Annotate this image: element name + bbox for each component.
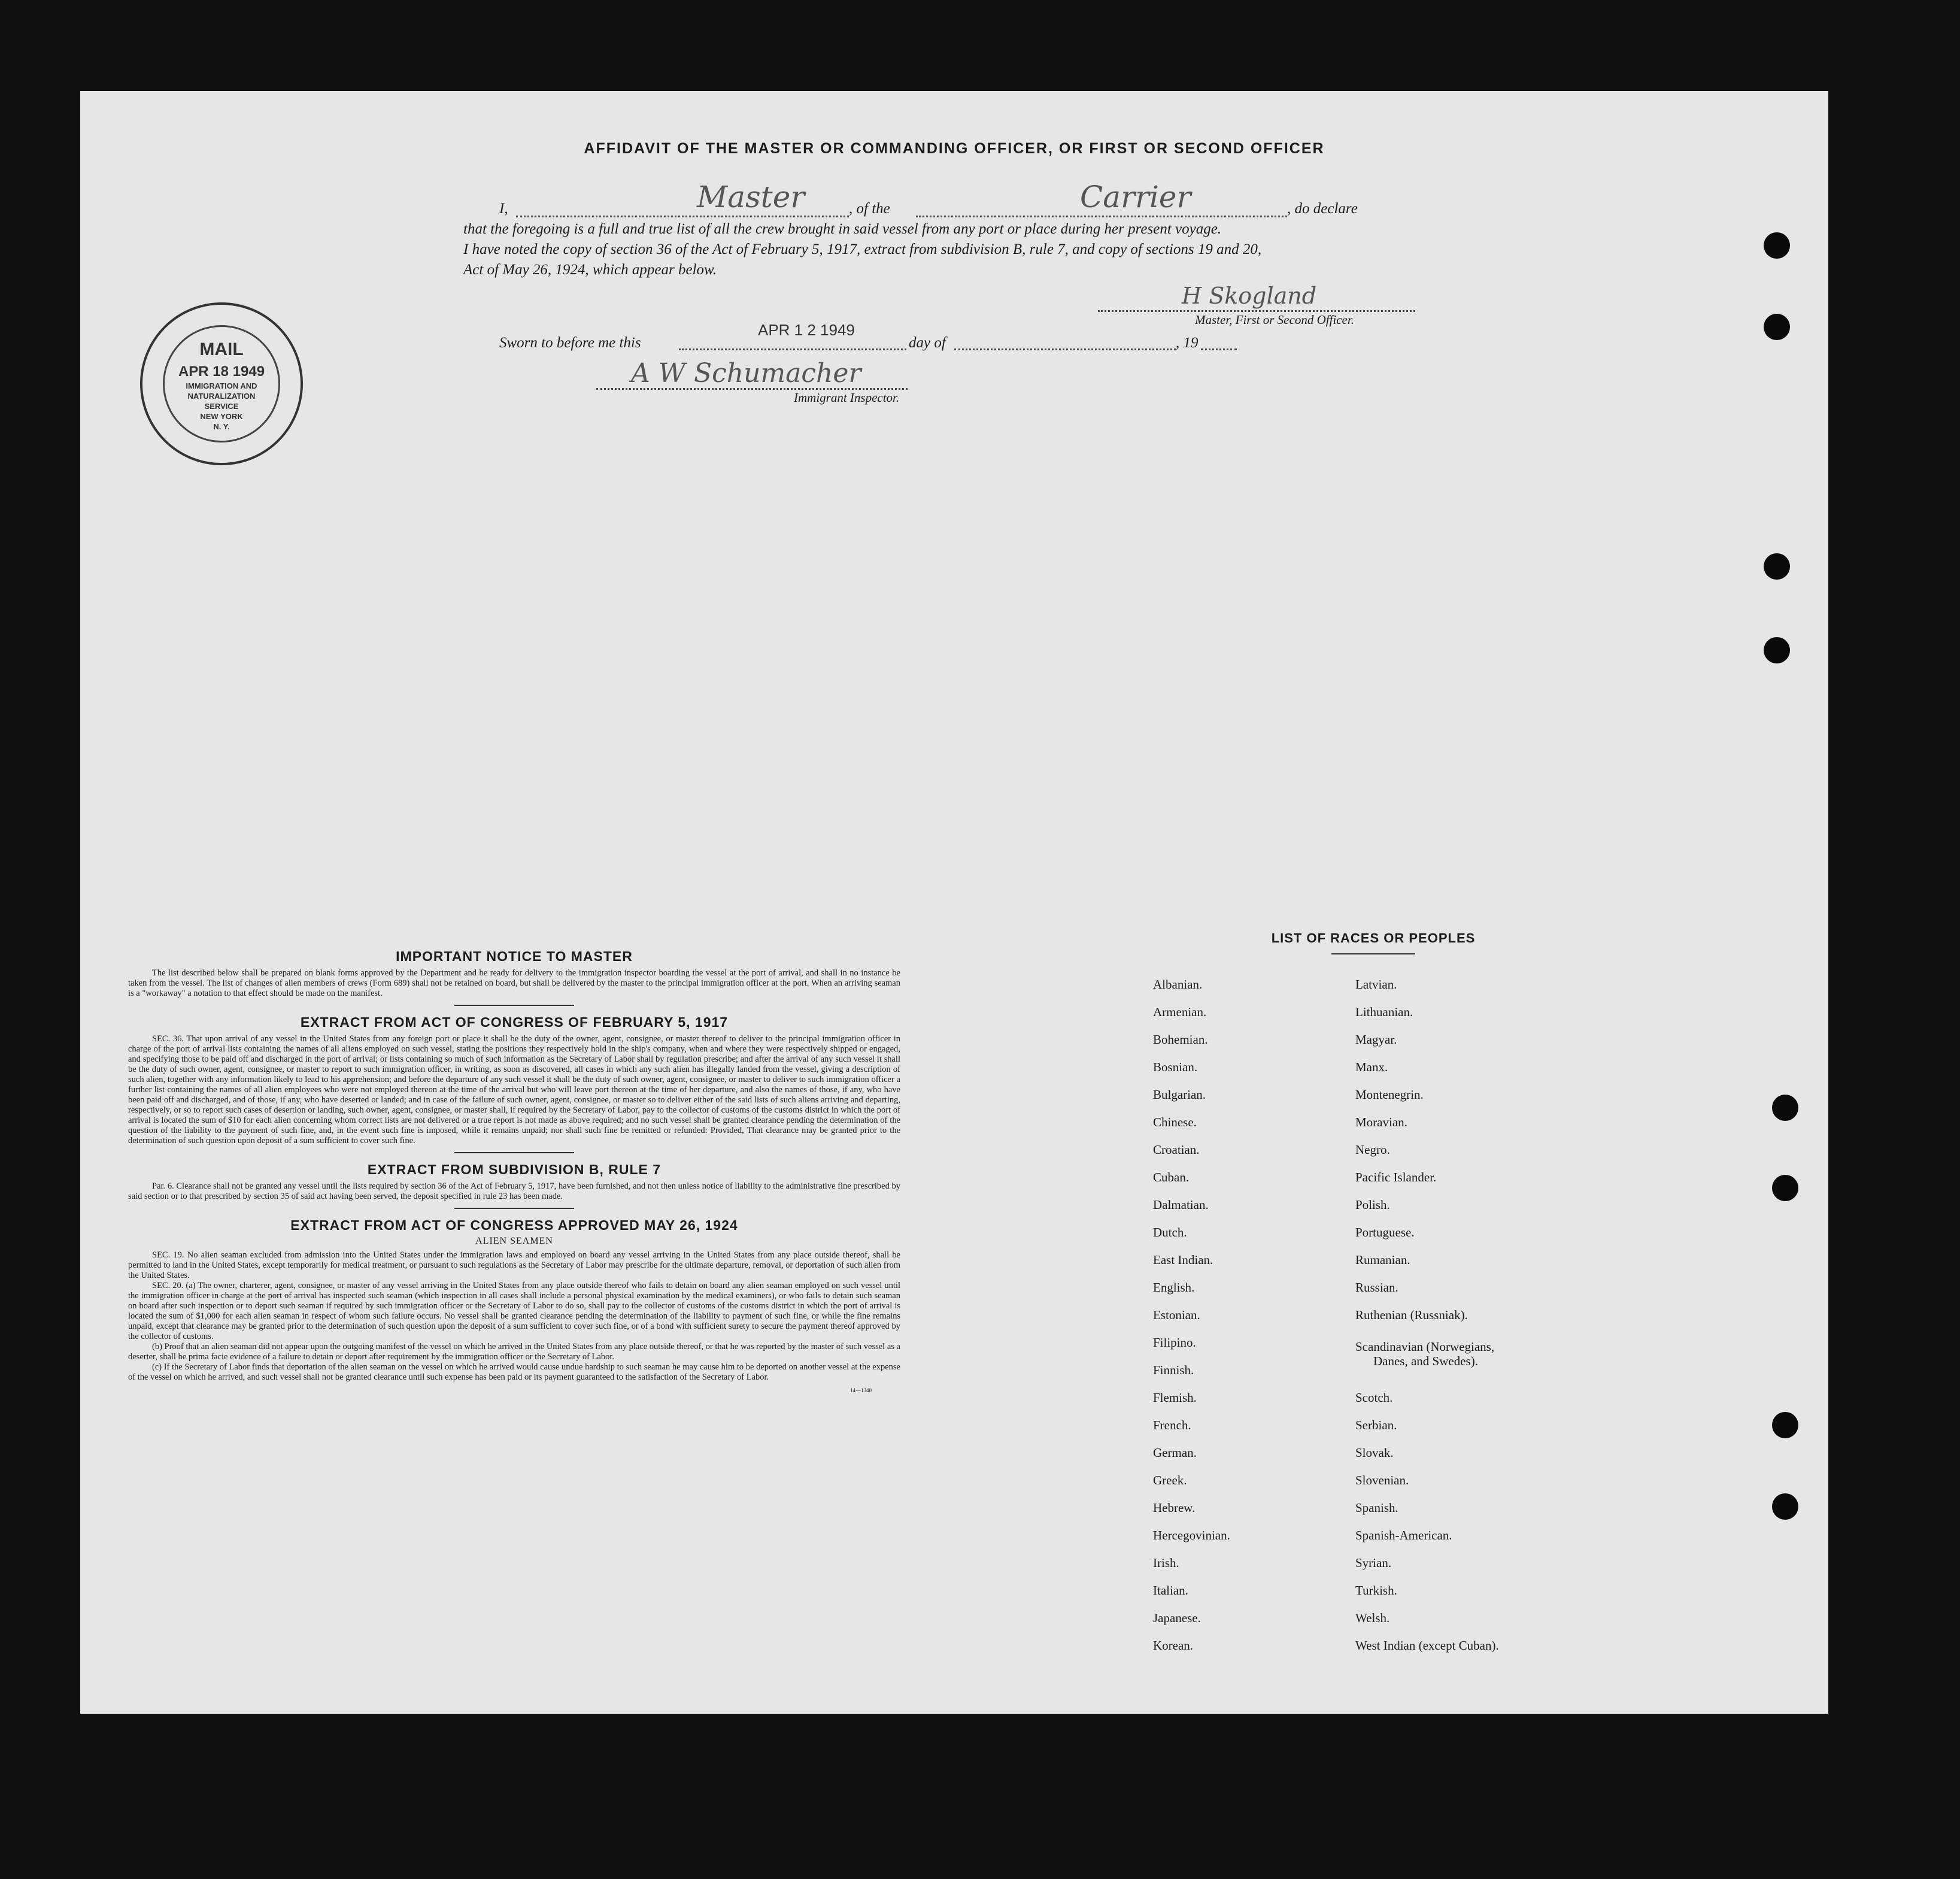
stamp-line-4: NEW YORK	[200, 412, 243, 421]
stamp-line-2: NATURALIZATION	[187, 392, 256, 401]
do-declare-label: , do declare	[1287, 201, 1358, 217]
stamp-line-1: IMMIGRATION AND	[186, 381, 257, 390]
race-item: Chinese.	[1153, 1115, 1197, 1129]
race-item: Turkish.	[1355, 1583, 1397, 1598]
master-signature: H Skogland	[1182, 283, 1317, 309]
race-item: Manx.	[1355, 1060, 1388, 1074]
act-1917-body: SEC. 36. That upon arrival of any vessel in the United States from any foreign port or place it shall be the duty of the owner, agent, consignee, or master thereof to deliver to the principal immigration officer in charge of the port of arrival lists containing the names of all aliens employed on such vessel, stating the positions they respectively hold in the ship's company, when and where they were respectively shipped or engaged, and specifying those to be paid off and discharged in the port of arrival; or lists containing so much of such information as the Secretary of Labor shall by regulation prescribe; and after the arrival of any such vessel it shall be the duty of such owner, agent, consignee, or master to report to such immigration officer, in writing, as soon as discovered, all cases in which any such alien has illegally landed from the vessel, giving a description of such alien, together with any information likely to lead to his apprehension; and before the departure of any such vessel it shall be the duty of such owner, agent, consignee, or master to deliver to such immigration officer a further list containing the names of all alien employees who were not employed thereon at the time of the arrival but who will leave port thereon at the time of her departure, and also the names of those, if any, who have been paid off and discharged, and of those, if any, who have deserted or landed; and in case of the failure of such owner, agent, consignee, or master so to deliver either of the said lists of such aliens arriving and departing, respectively, or so to report such cases of desertion or landing, such owner, agent, consignee, or master shall, if required by the Secretary of Labor, pay to the collector of customs of the customs district in which the port of arrival is located the sum of $10 for each alien concerning whom correct lists are not delivered or a true report is not made as above required; and no such vessel shall be granted clearance pending the determination of the question of the liability to the payment of such fine, and, in the event such fine is imposed, while it remains unpaid; nor shall such fine be remitted or refunded: Provided, That clearance may be granted prior to the determination of such question upon deposit of a sum sufficient to cover such fine.	[128, 1034, 900, 1145]
race-item: Lithuanian.	[1355, 1005, 1413, 1019]
races-divider	[1331, 953, 1415, 954]
race-item: Estonian.	[1153, 1308, 1200, 1322]
punch-hole	[1772, 1412, 1798, 1438]
race-item: Bulgarian.	[1153, 1087, 1206, 1102]
master-caption: Master, First or Second Officer.	[1195, 313, 1354, 327]
rule-b-body: Par. 6. Clearance shall not be granted any vessel until the lists required by section 36 of the Act of February 5, 1917, have been furnished, and not then unless notice of liability to the administrative fine prescribed by said section or to that prescribed by section 35 of said act having been served, the deposit specified in rule 23 has been made.	[128, 1181, 900, 1201]
race-item: Flemish.	[1153, 1390, 1197, 1405]
rank-handwritten: Master	[697, 180, 805, 214]
sworn-day-line	[679, 348, 906, 350]
race-item: Filipino.	[1153, 1335, 1196, 1350]
sec-20a: SEC. 20. (a) The owner, charterer, agent, consignee, or master of any vessel arriving in the United States from any place outside thereof who fails to detain on board any alien seaman employed on such vessel until the immigration officer in charge at the port of arrival has inspected such seaman (which inspection in all cases shall include a personal physical examination by the medical examiners), or who fails to detain such seaman on board after such inspection or to deport such seaman if required by such immigration officer or the Secretary of Labor to do so, shall pay to the collector of customs of the customs district in which the port of arrival is located the sum of $1,000 for each alien seaman in respect of whom such failure occurs. No vessel shall be granted clearance pending the determination of the liability to payment of such fine, or while the fine remains unpaid, except that clearance may be granted prior to the determination of such question upon the deposit of a sum sufficient to cover such fine, or of a bond with sufficient surety to secure the payment thereof approved by the collector of customs.	[128, 1281, 900, 1341]
inspector-signature: A W Schumacher	[631, 358, 861, 389]
affidavit-line-2: that the foregoing is a full and true list of all the crew brought in said vessel from any port or place during her present voyage.	[463, 221, 1222, 237]
stamp-line-5: N. Y.	[213, 422, 230, 431]
punch-hole	[1764, 314, 1790, 340]
race-item: Bohemian.	[1153, 1032, 1208, 1047]
race-item: Japanese.	[1153, 1611, 1201, 1625]
vessel-handwritten: Carrier	[1080, 180, 1191, 214]
race-item: Dutch.	[1153, 1225, 1187, 1239]
inspector-caption: Immigrant Inspector.	[794, 390, 900, 405]
race-item: Rumanian.	[1355, 1253, 1410, 1267]
race-item: Slovenian.	[1355, 1473, 1409, 1487]
affidavit-title: AFFIDAVIT OF THE MASTER OR COMMANDING OFFICER, OR FIRST OR SECOND OFFICER	[584, 140, 1325, 157]
punch-hole	[1764, 553, 1790, 580]
act-1924-title: EXTRACT FROM ACT OF CONGRESS APPROVED MAY 26, 1924	[290, 1217, 738, 1233]
race-item: German.	[1153, 1445, 1197, 1460]
race-item: Spanish-American.	[1355, 1528, 1452, 1542]
race-item: Irish.	[1153, 1556, 1179, 1570]
races-title: LIST OF RACES OR PEOPLES	[1271, 931, 1476, 945]
punch-hole	[1764, 232, 1790, 259]
sworn-label: Sworn to before me this	[499, 335, 641, 351]
race-item: Welsh.	[1355, 1611, 1390, 1625]
race-item: Cuban.	[1153, 1170, 1190, 1184]
race-item: Spanish.	[1355, 1501, 1398, 1515]
race-item: Hercegovinian.	[1153, 1528, 1230, 1542]
race-item: Russian.	[1355, 1280, 1398, 1295]
immigration-mail-stamp	[140, 302, 303, 465]
race-item: Italian.	[1153, 1583, 1188, 1598]
race-item: Negro.	[1355, 1142, 1390, 1157]
race-item: Scotch.	[1355, 1390, 1393, 1405]
race-item: Ruthenian (Russniak).	[1355, 1308, 1468, 1322]
rule-b-title: EXTRACT FROM SUBDIVISION B, RULE 7	[367, 1162, 662, 1177]
race-item: Pacific Islander.	[1355, 1170, 1437, 1184]
race-item: Scandinavian (Norwegians,	[1355, 1339, 1495, 1354]
race-item: Latvian.	[1355, 977, 1397, 992]
sec-20b: (b) Proof that an alien seaman did not appear upon the outgoing manifest of the vessel on which he arrived in the United States from any place outside thereof, or that he was reported by the master of such vessel as a deserter, shall be prima facie evidence of a failure to detain or deport after requirement by the immigration officer or the Secretary of Labor.	[128, 1342, 900, 1362]
race-item: Montenegrin.	[1355, 1087, 1424, 1102]
punch-hole	[1764, 637, 1790, 663]
master-signature-line	[1098, 310, 1415, 312]
race-item: English.	[1153, 1280, 1195, 1295]
sworn-date-stamp: APR 1 2 1949	[758, 321, 855, 339]
race-item: Dalmatian.	[1153, 1198, 1209, 1212]
notice-body: The list described below shall be prepared on blank forms approved by the Department and be ready for delivery to the immigration inspector boarding the vessel at the port of arrival, and shall in no instance be taken from the vessel. The list of changes of alien members of crews (Form 689) shall not be retained on board, but shall be delivered by the master to the principal immigration officer at the port. When an arriving seaman is a "workaway" a notation to that effect should be made on the manifest.	[128, 968, 900, 998]
punch-hole	[1772, 1095, 1798, 1121]
notice-title: IMPORTANT NOTICE TO MASTER	[396, 948, 633, 964]
rank-line	[516, 216, 849, 217]
race-item: Syrian.	[1355, 1556, 1392, 1570]
race-item: Croatian.	[1153, 1142, 1200, 1157]
race-item: Bosnian.	[1153, 1060, 1198, 1074]
stamp-date: APR 18 1949	[178, 363, 265, 380]
divider	[454, 1005, 574, 1006]
race-item: Armenian.	[1153, 1005, 1207, 1019]
year-line	[1201, 348, 1237, 350]
race-item: Hebrew.	[1153, 1501, 1196, 1515]
affidavit-line-4: Act of May 26, 1924, which appear below.	[463, 262, 717, 278]
sec-19: SEC. 19. No alien seaman excluded from admission into the United States under the immigration laws and employed on board any vessel arriving in the United States from any place outside thereof, shall be permitted to land in the United States, except temporarily for medical treatment, or pursuant to such regulations as the Secretary of Labor may prescribe for the ultimate departure, removal, or deportation of such alien from the United States.	[128, 1250, 900, 1280]
race-item: Moravian.	[1355, 1115, 1407, 1129]
race-item: Slovak.	[1355, 1445, 1394, 1460]
act-1924-subtitle: ALIEN SEAMEN	[475, 1236, 553, 1246]
race-item: Serbian.	[1355, 1418, 1397, 1432]
race-item: Albanian.	[1153, 977, 1203, 992]
affidavit-i-label: I,	[499, 201, 508, 217]
of-the-label: , of the	[849, 201, 890, 217]
race-item: Magyar.	[1355, 1032, 1397, 1047]
race-item: Polish.	[1355, 1198, 1390, 1212]
race-item: Korean.	[1153, 1638, 1194, 1653]
year-label: , 19	[1176, 335, 1199, 351]
race-item: Portuguese.	[1355, 1225, 1415, 1239]
race-item: Greek.	[1153, 1473, 1187, 1487]
race-item: Danes, and Swedes).	[1373, 1354, 1478, 1368]
race-item: Finnish.	[1153, 1363, 1194, 1377]
divider	[454, 1208, 574, 1209]
race-item: French.	[1153, 1418, 1191, 1432]
stamp-mail-text: MAIL	[199, 340, 244, 359]
day-of-label: day of	[909, 335, 946, 351]
month-line	[954, 348, 1176, 350]
punch-hole	[1772, 1175, 1798, 1201]
vessel-line	[916, 216, 1287, 217]
notice-column	[128, 948, 900, 1393]
stamp-line-3: SERVICE	[204, 402, 239, 411]
form-number: 14—1340	[850, 1387, 872, 1393]
divider	[454, 1152, 574, 1153]
race-item: West Indian (except Cuban).	[1355, 1638, 1499, 1653]
act-1917-title: EXTRACT FROM ACT OF CONGRESS OF FEBRUARY 5, 1917	[300, 1014, 729, 1030]
race-item: East Indian.	[1153, 1253, 1213, 1267]
affidavit-line-3: I have noted the copy of section 36 of the Act of February 5, 1917, extract from subdivision B, rule 7, and copy of sections 19 and 20,	[463, 241, 1262, 257]
punch-hole	[1772, 1493, 1798, 1520]
sec-20c: (c) If the Secretary of Labor finds that deportation of the alien seaman on the vessel on which he arrived would cause undue hardship to such seaman he may cause him to be deported on another vessel at the expense of the vessel on which he arrived, and such vessel shall not be granted clearance until such expense has been paid or its payment guaranteed to the satisfaction of the Secretary of Labor.	[128, 1362, 900, 1382]
document-page	[80, 91, 1828, 1714]
